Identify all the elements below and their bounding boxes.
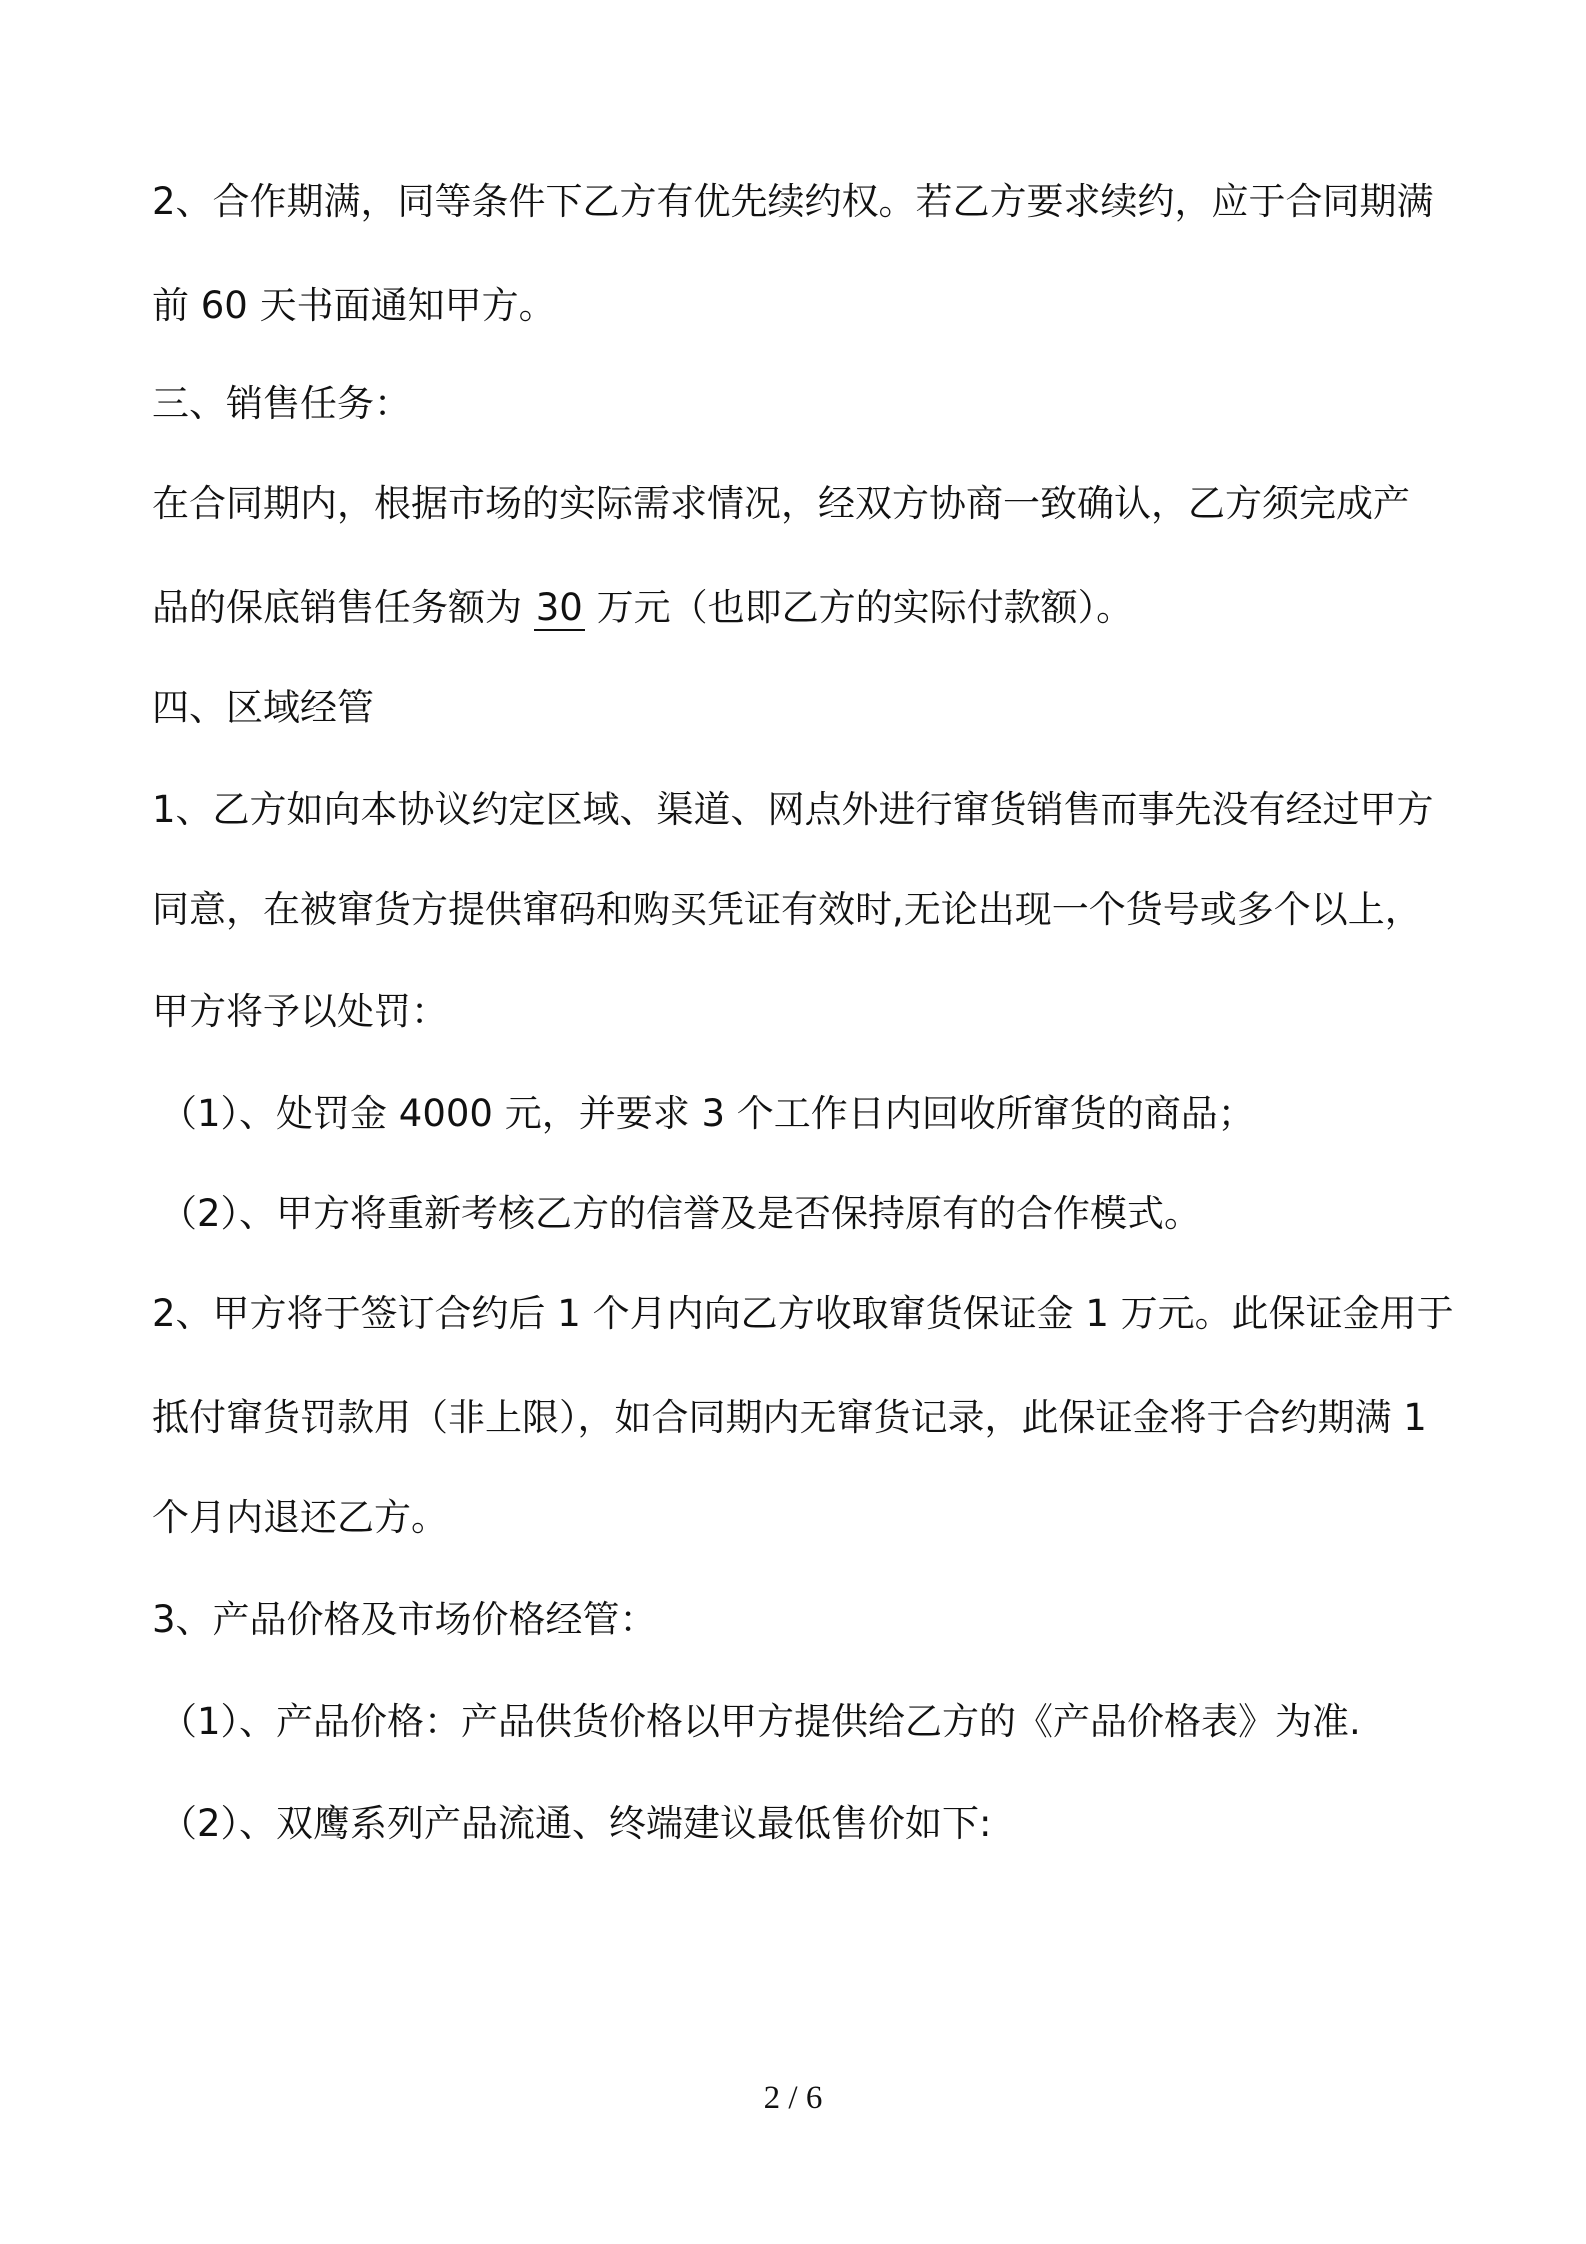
underlined-amount: 30 xyxy=(535,586,583,629)
paragraph-line: 2、甲方将于签订合约后 1 个月内向乙方收取窜货保证金 1 万元。此保证金用于 xyxy=(152,1292,1454,1335)
list-item: （2）、甲方将重新考核乙方的信誉及是否保持原有的合作模式。 xyxy=(160,1192,1202,1235)
paragraph-line: 在合同期内，根据市场的实际需求情况，经双方协商一致确认，乙方须完成产 xyxy=(152,482,1410,525)
section-heading: 三、销售任务： xyxy=(152,382,411,425)
section-heading: 四、区域经管 xyxy=(152,686,374,729)
page-number: 2 / 6 xyxy=(763,2080,823,2116)
list-item: （1）、处罚金 4000 元，并要求 3 个工作日内回收所窜货的商品； xyxy=(160,1092,1255,1135)
paragraph-line: 同意，在被窜货方提供窜码和购买凭证有效时,无论出现一个货号或多个以上， xyxy=(152,888,1422,931)
paragraph-line: 2、合作期满，同等条件下乙方有优先续约权。若乙方要求续约，应于合同期满 xyxy=(152,180,1434,223)
list-item: （2）、双鹰系列产品流通、终端建议最低售价如下: xyxy=(160,1802,992,1845)
paragraph-line-with-underline xyxy=(152,584,1452,632)
paragraph-line: 个月内退还乙方。 xyxy=(152,1496,448,1539)
paragraph-line: 甲方将予以处罚： xyxy=(152,990,448,1033)
paragraph-line: 抵付窜货罚款用（非上限），如合同期内无窜货记录，此保证金将于合约期满 1 xyxy=(152,1396,1427,1439)
text-segment: 万元（也即乙方的实际付款额）。 xyxy=(584,586,1134,629)
paragraph-line: 3、产品价格及市场价格经管： xyxy=(152,1598,657,1641)
paragraph-line: 1、乙方如向本协议约定区域、渠道、网点外进行窜货销售而事先没有经过甲方 xyxy=(152,788,1434,831)
list-item: （1）、产品价格：产品供货价格以甲方提供给乙方的《产品价格表》为准. xyxy=(160,1700,1361,1743)
paragraph-line: 前 60 天书面通知甲方。 xyxy=(152,284,556,327)
text-segment: 品的保底销售任务额为 xyxy=(152,586,534,629)
